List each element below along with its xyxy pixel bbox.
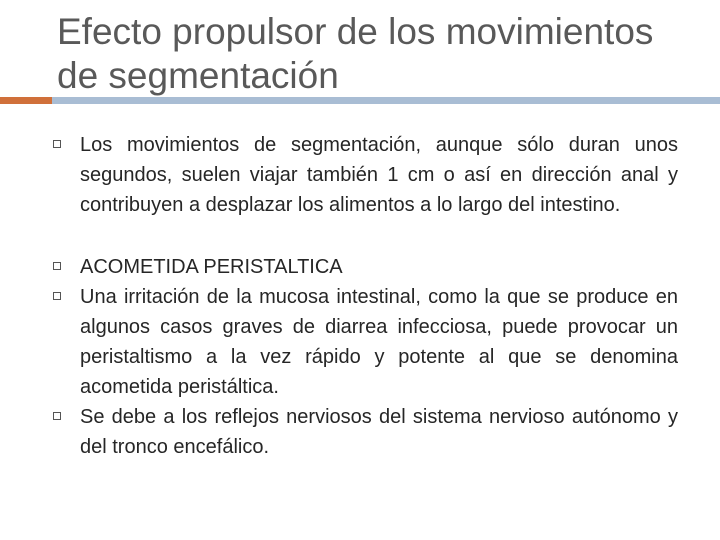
bullet-item bbox=[50, 282, 678, 402]
bullet-item bbox=[50, 402, 678, 462]
bullet-text: Los movimientos de segmentación, aunque sólo duran unos segundos, suelen viajar también 1 cm o así en dirección anal y contribuyen a desplazar los alimentos a lo largo del intestino. bbox=[80, 134, 678, 216]
bullet-text: ACOMETIDA PERISTALTICA bbox=[80, 256, 343, 278]
hollow-square-icon bbox=[53, 262, 61, 270]
bullet-item bbox=[50, 130, 678, 220]
hollow-square-icon bbox=[53, 292, 61, 300]
bullet-text: Una irritación de la mucosa intestinal, como la que se produce en algunos casos graves de diarrea infecciosa, puede provocar un peristaltismo a la vez rápido y potente al que se denomina acometida peristáltica. bbox=[80, 286, 678, 398]
bullet-text: Se debe a los reflejos nerviosos del sistema nervioso autónomo y del tronco encefálico. bbox=[80, 406, 678, 458]
bullet-item bbox=[50, 252, 678, 282]
bullet-list bbox=[50, 130, 678, 462]
hollow-square-icon bbox=[53, 412, 61, 420]
slide-title: Efecto propulsor de los movimientos de segmentación bbox=[57, 11, 654, 96]
hollow-square-icon bbox=[53, 140, 61, 148]
title-divider-bar bbox=[52, 97, 720, 104]
title-accent-bar bbox=[0, 97, 52, 104]
